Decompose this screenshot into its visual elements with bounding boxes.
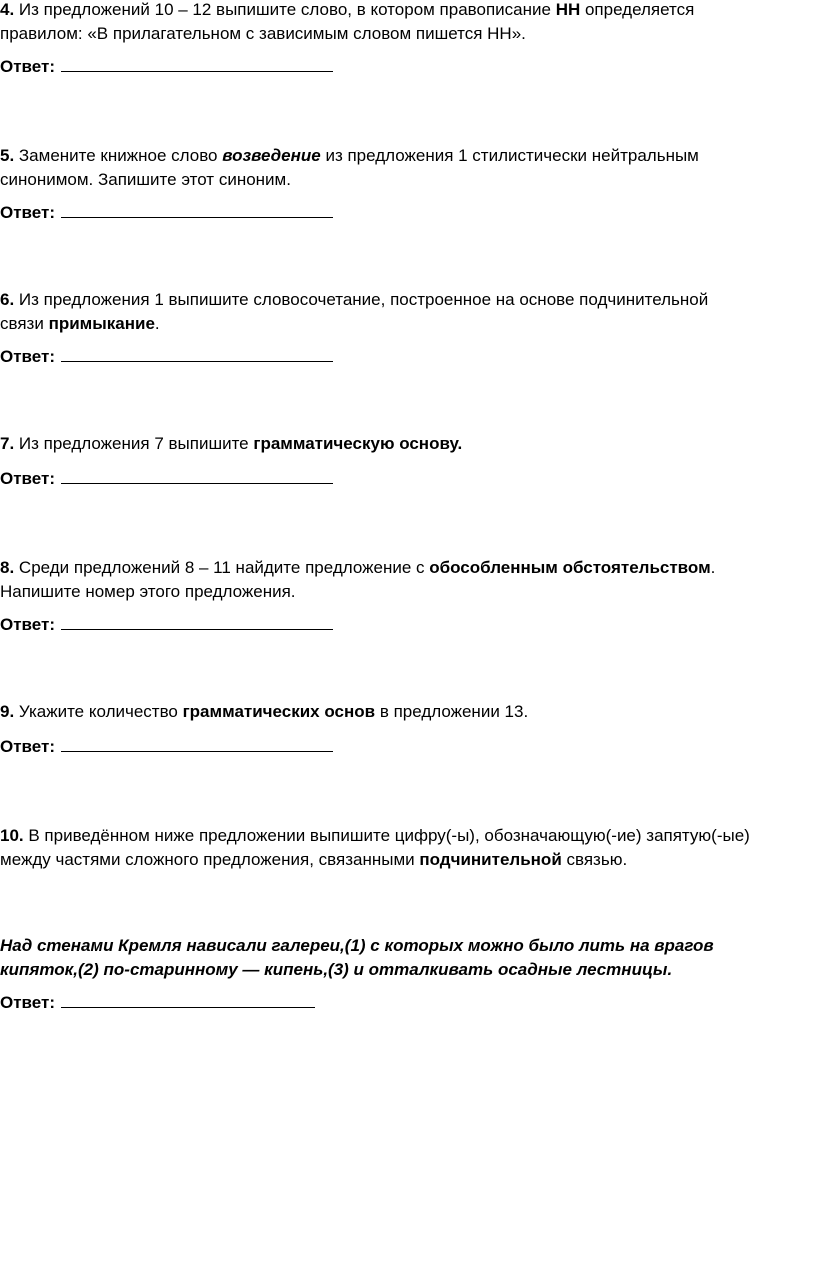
task-8 (0, 556, 816, 636)
task-7-text: 7. Из предложения 7 выпишите грамматическую основу. (0, 434, 463, 453)
answer-label: Ответ: (0, 615, 55, 634)
task-7-answer (0, 466, 816, 490)
task-8-text-line2: Напишите номер этого предложения. (0, 582, 296, 601)
task-6-text: 6. Из предложения 1 выпишите словосочетание, построенное на основе подчинительной (0, 290, 709, 309)
task-9-answer-field[interactable] (61, 734, 333, 752)
example-line-2: кипяток,(2) по-старинному — кипень,(3) и отталкивать осадные лестницы. (0, 960, 673, 979)
task-5 (0, 144, 816, 224)
task-4-answer (0, 54, 816, 78)
task-7-answer-field[interactable] (61, 466, 333, 484)
task-4-text-line2: правилом: «В прилагательном с зависимым словом пишется НН». (0, 24, 526, 43)
task-8-text: 8. Среди предложений 8 – 11 найдите предложение с обособленным обстоятельством. (0, 558, 716, 577)
task-6-answer-field[interactable] (61, 344, 333, 362)
answer-label: Ответ: (0, 737, 55, 756)
task-8-answer (0, 612, 816, 636)
task-5-text-line2: синонимом. Запишите этот синоним. (0, 170, 291, 189)
task-5-text: 5. Замените книжное слово возведение из предложения 1 стилистически нейтральным (0, 146, 699, 165)
task-10-text-line2: между частями сложного предложения, связанными подчинительной связью. (0, 850, 628, 869)
task-5-answer-field[interactable] (61, 200, 333, 218)
task-9-answer (0, 734, 816, 758)
example-line-1: Над стенами Кремля нависали галереи,(1) с которых можно было лить на врагов (0, 936, 714, 955)
task-10-answer-field[interactable] (61, 990, 315, 1008)
answer-label: Ответ: (0, 57, 55, 76)
task-10-text: 10. В приведённом ниже предложении выпишите цифру(-ы), обозначающую(-ие) запятую(-ые) (0, 826, 750, 845)
task-9 (0, 700, 816, 758)
task-10 (0, 824, 816, 872)
answer-label: Ответ: (0, 469, 55, 488)
task-9-text: 9. Укажите количество грамматических основ в предложении 13. (0, 702, 529, 721)
answer-label: Ответ: (0, 203, 55, 222)
task-6 (0, 288, 816, 368)
task-4 (0, 0, 816, 78)
example-sentence (0, 934, 816, 1014)
task-5-answer (0, 200, 816, 224)
task-4-answer-field[interactable] (61, 54, 333, 72)
task-8-answer-field[interactable] (61, 612, 333, 630)
task-7 (0, 432, 816, 490)
task-10-answer (0, 990, 816, 1014)
answer-label: Ответ: (0, 347, 55, 366)
task-4-text: 4. Из предложений 10 – 12 выпишите слово, в котором правописание НН определяется (0, 0, 695, 19)
task-6-answer (0, 344, 816, 368)
answer-label: Ответ: (0, 993, 55, 1012)
task-6-text-line2: связи примыкание. (0, 314, 160, 333)
